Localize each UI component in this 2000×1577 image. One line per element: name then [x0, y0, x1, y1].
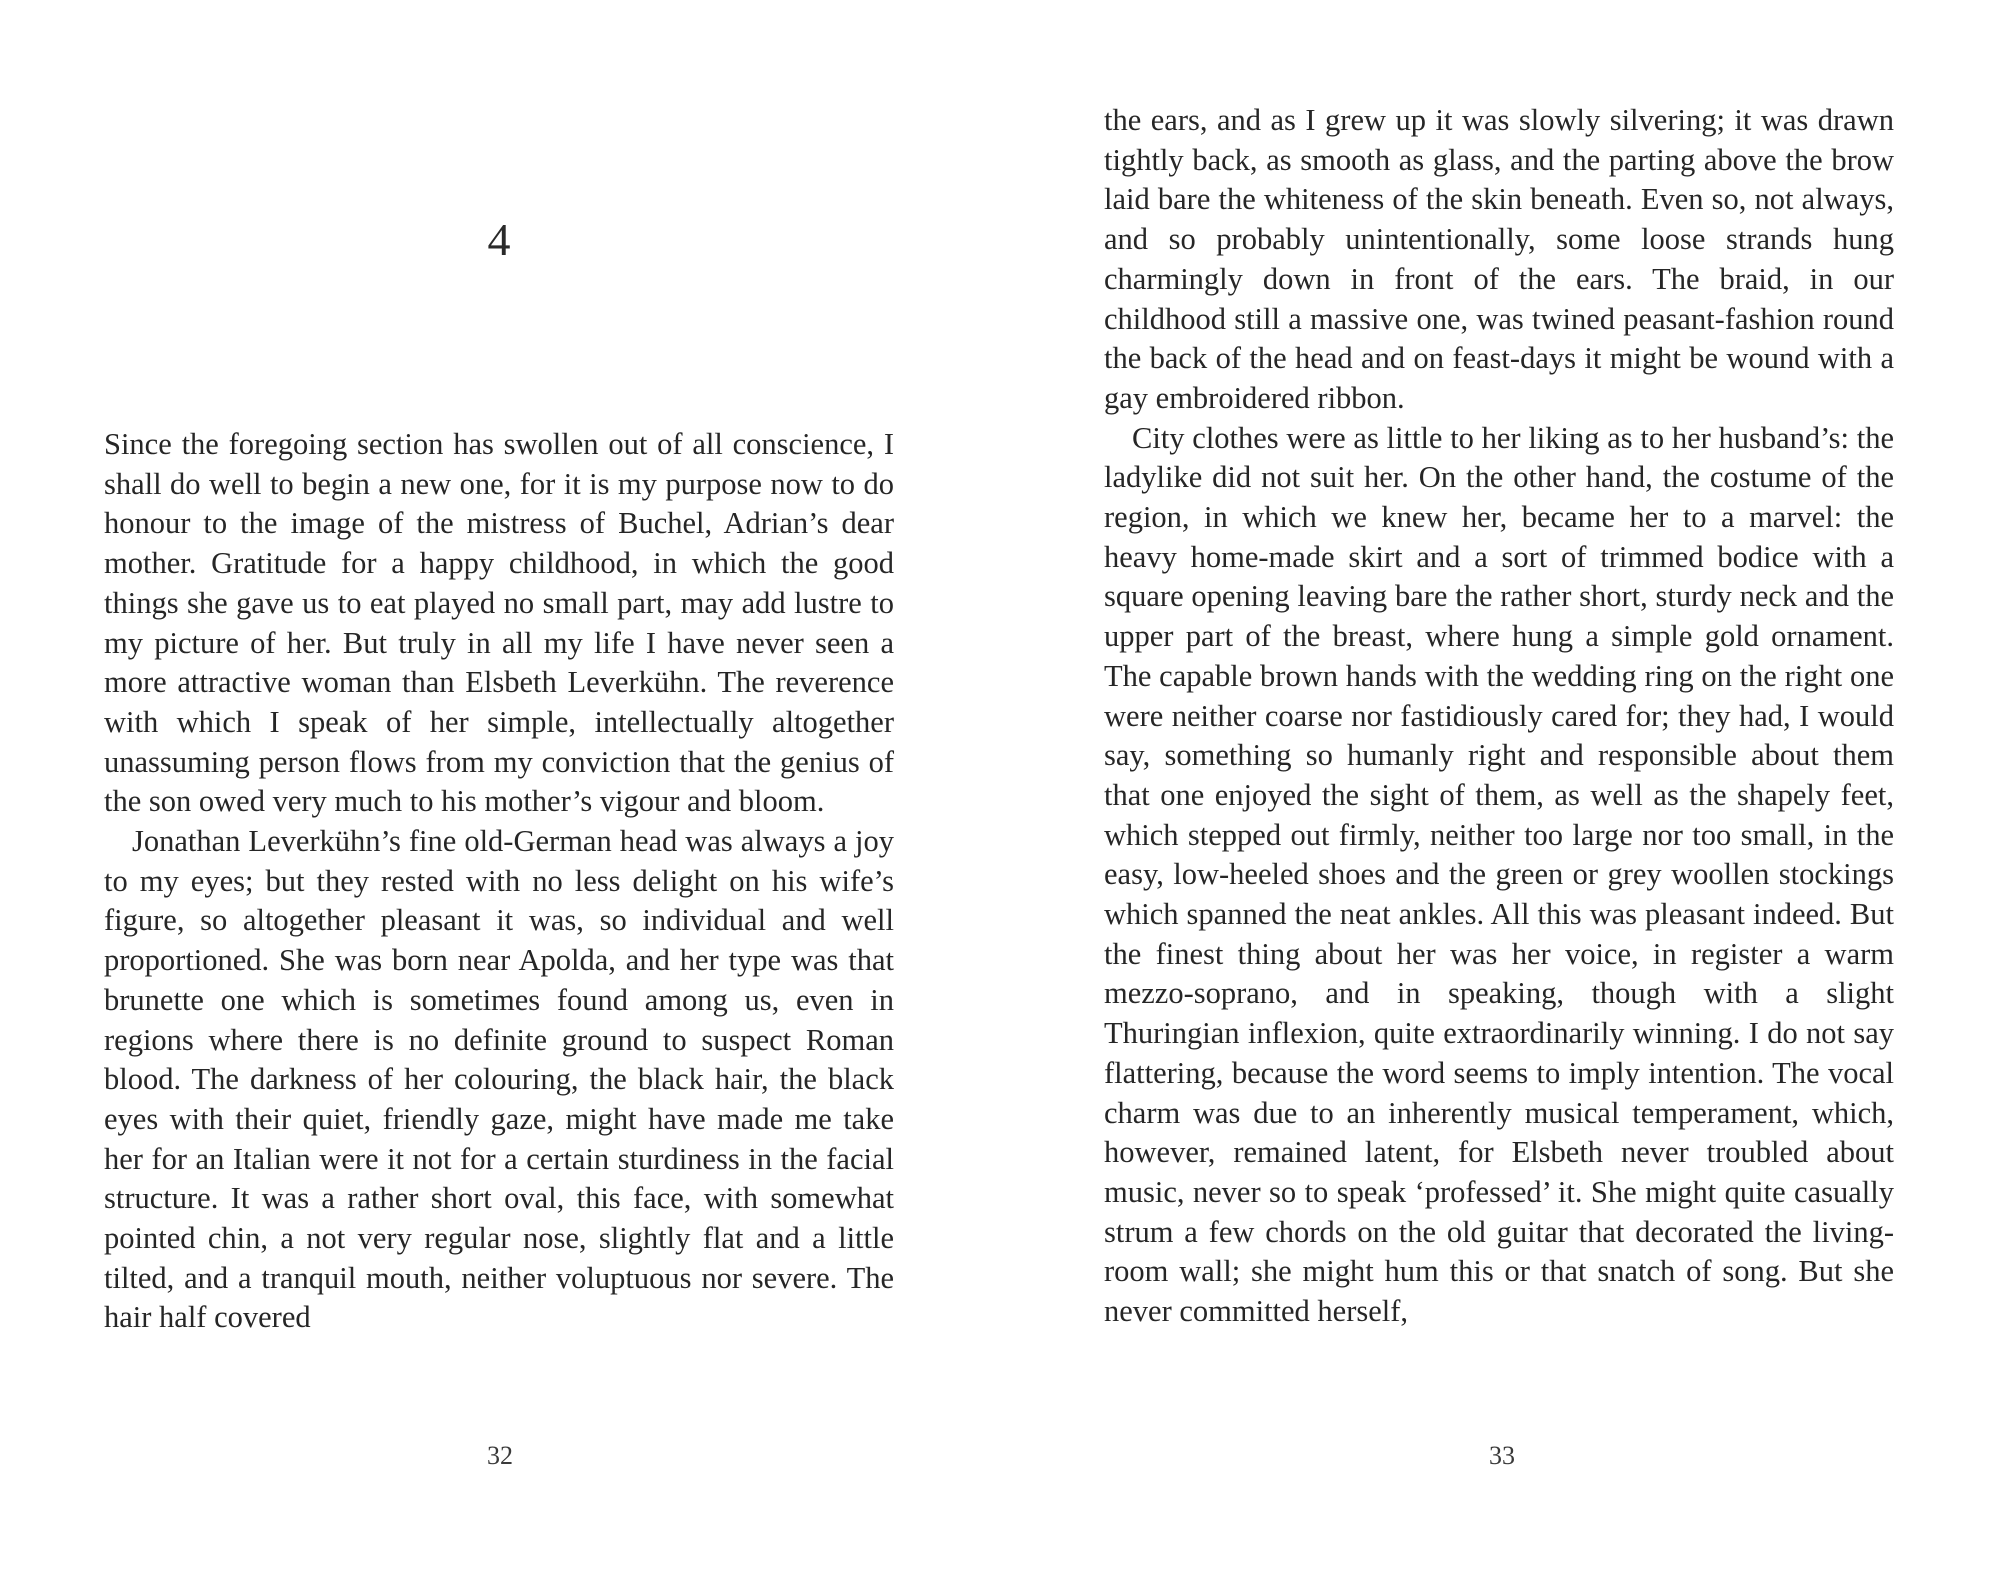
right-paragraph-1: the ears, and as I grew up it was slowly silvering; it was drawn tightly back, as smooth as glass, and the parting above the brow laid bare the whiteness of the skin beneath. Even so, not always, and so probably unintentionally, some loose strands hung charmingly down in front of the ears. The braid, in our childhood still a massive one, was twined peasant-fashion round the back of the head and on feast-days it might be wound with a gay embroidered ribbon.: [1104, 103, 1894, 415]
right-paragraph-2: City clothes were as little to her liking as to her husband’s: the ladylike did not suit her. On the other hand, the costume of the region, in which we knew her, became her to a marvel: the heavy home-made skirt and a sort of trimmed bodice with a square opening leaving bare the rather short, sturdy neck and the upper part of the breast, where hung a simple gold ornament. The capable brown hands with the wedding ring on the right one were neither coarse nor fastidiously cared for; they had, I would say, something so humanly right and responsible about them that one enjoyed the sight of them, as well as the shapely feet, which stepped out firmly, neither too large nor too small, in the easy, low-heeled shoes and the green or grey woollen stockings which spanned the neat ankles. All this was pleasant indeed. But the finest thing about her was her voice, in register a warm mezzo-soprano, and in speaking, though with a slight Thuringian inflexion, quite extraordinarily winning. I do not say flattering, because the word seems to imply intention. The vocal charm was due to an inherently musical temperament, which, however, remained latent, for Elsbeth never troubled about music, never so to speak ‘professed’ it. She might quite casually strum a few chords on the old guitar that decorated the living-room wall; she might hum this or that snatch of song. But she never committed herself,: [1104, 420, 1894, 1329]
page-number-right: 33: [1489, 1441, 1515, 1470]
page-number-left: 32: [487, 1441, 513, 1470]
right-page: [1000, 0, 2000, 1577]
left-paragraph-2: Jonathan Leverkühn’s fine old-German head was always a joy to my eyes; but they rested with no less delight on his wife’s figure, so altogether pleasant it was, so individual and well proportioned. She was born near Apolda, and her type was that brunette one which is sometimes found among us, even in regions where there is no definite ground to suspect Roman blood. The darkness of her colouring, the black hair, the black eyes with their quiet, friendly gaze, might have made me take her for an Italian were it not for a certain sturdiness in the facial structure. It was a rather short oval, this face, with somewhat pointed chin, a not very regular nose, slightly flat and a little tilted, and a tranquil mouth, neither voluptuous nor severe. The hair half covered: [104, 824, 894, 1335]
right-page-body: [1104, 101, 1894, 1332]
left-paragraph-1: Since the foregoing section has swollen out of all conscience, I shall do well to begin a new one, for it is my purpose now to do honour to the image of the mistress of Buchel, Adrian’s dear mother. Gratitude for a happy childhood, in which the good things she gave us to eat played no small part, may add lustre to my picture of her. But truly in all my life I have never seen a more attractive woman than Elsbeth Leverkühn. The reverence with which I speak of her simple, intellectually altogether unassuming person flows from my conviction that the genius of the son owed very much to his mother’s vigour and bloom.: [104, 427, 894, 819]
chapter-number: 4: [487, 214, 511, 265]
left-page-body: [104, 425, 894, 1338]
